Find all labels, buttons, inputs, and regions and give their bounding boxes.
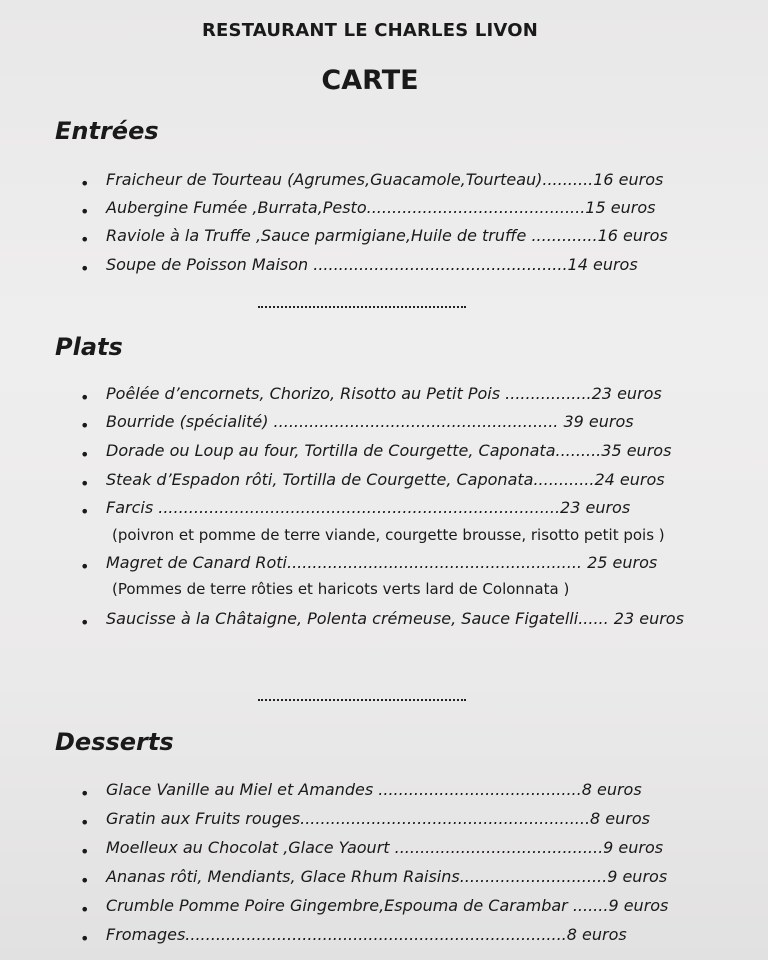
list-item [80,170,730,194]
list-item [80,609,730,633]
entrees-heading: Entrées [55,117,159,145]
bullet-icon: • [80,174,90,193]
list-item [80,498,730,522]
list-item [80,441,730,465]
menu-item-text: Raviole à la Truffe ,Sauce parmigiane,Huile de truffe .............16 euros [106,226,668,245]
bullet-icon: • [80,813,90,832]
bullet-icon: • [80,445,90,464]
desserts-heading: Desserts [55,728,174,756]
restaurant-name: RESTAURANT LE CHARLES LIVON [201,20,539,41]
list-item [80,470,730,494]
section-divider [258,306,466,308]
bullet-icon: • [80,929,90,948]
bullet-icon: • [80,784,90,803]
bullet-icon: • [80,388,90,407]
bullet-icon: • [80,259,90,278]
list-item [80,226,730,250]
menu-item-text: Magret de Canard Roti.......................................................... 25 euros [106,553,658,572]
menu-item-text: Dorade ou Loup au four, Tortilla de Courgette, Caponata.........35 euros [106,441,672,460]
list-item [80,925,730,949]
list-item [80,384,730,408]
menu-item-text: Gratin aux Fruits rouges.........................................................8 euros [106,809,650,828]
bullet-icon: • [80,230,90,249]
bullet-icon: • [80,871,90,890]
menu-item-text: Aubergine Fumée ,Burrata,Pesto...........................................15 euros [106,198,656,217]
list-item [80,553,730,577]
menu-title: CARTE [321,65,419,96]
menu-item-text: Poêlée d’encornets, Chorizo, Risotto au Petit Pois .................23 euros [106,384,662,403]
menu-item-text: Moelleux au Chocolat ,Glace Yaourt .........................................9 euros [106,838,664,857]
list-item [80,412,730,436]
bullet-icon: • [80,502,90,521]
bullet-icon: • [80,474,90,493]
list-item [80,255,730,279]
menu-item-text: Fraicheur de Tourteau (Agrumes,Guacamole,Tourteau)..........16 euros [106,170,664,189]
menu-item-text: Crumble Pomme Poire Gingembre,Espouma de Carambar .......9 euros [106,896,669,915]
bullet-icon: • [80,416,90,435]
list-item [80,896,730,920]
menu-item-text: Soupe de Poisson Maison ..................................................14 euros [106,255,638,274]
section-divider [258,699,466,701]
bullet-icon: • [80,557,90,576]
bullet-icon: • [80,613,90,632]
list-item [80,838,730,862]
list-item [80,780,730,804]
menu-item-text: Steak d’Espadon rôti, Tortilla de Courgette, Caponata............24 euros [106,470,665,489]
menu-item-text: Bourride (spécialité) ........................................................ 39 euros [106,412,634,431]
menu-item-text: Farcis ...............................................................................23 euros [106,498,631,517]
plats-heading: Plats [55,333,123,361]
list-item [80,867,730,891]
bullet-icon: • [80,900,90,919]
menu-item-text: Saucisse à la Châtaigne, Polenta crémeuse, Sauce Figatelli...... 23 euros [106,609,684,628]
item-description: (Pommes de terre rôties et haricots verts lard de Colonnata ) [112,580,570,598]
menu-item-text: Ananas rôti, Mendiants, Glace Rhum Raisins.............................9 euros [106,867,668,886]
list-item [80,809,730,833]
item-description: (poivron et pomme de terre viande, courgette brousse, risotto petit pois ) [112,526,665,544]
menu-item-text: Glace Vanille au Miel et Amandes ........................................8 euros [106,780,642,799]
list-item [80,198,730,222]
bullet-icon: • [80,202,90,221]
bullet-icon: • [80,842,90,861]
menu-item-text: Fromages...........................................................................8 euros [106,925,627,944]
